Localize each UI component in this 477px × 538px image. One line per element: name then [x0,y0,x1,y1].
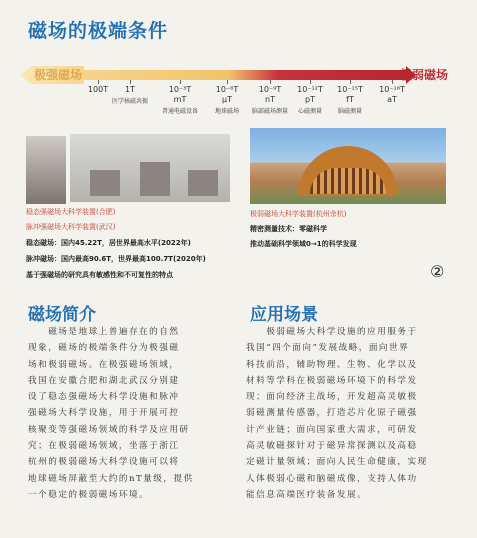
text-line: 杭州的极弱磁场大科学设施可以将 [28,457,180,468]
caption-line: 极弱磁场大科学装置(杭州余杭) [250,210,347,218]
magnet-photo [26,136,66,204]
caption-line: 基于强磁场的研究具有敏感性和不可复性的特点 [26,271,173,279]
text-line: 现象，磁场的极端条件分为极强磁 [28,343,180,354]
application-label: 医学核磁共振 [111,98,148,105]
text-line: 我国在安徽合肥和湖北武汉分别建 [28,375,180,386]
scenarios-heading: 应用场景 [250,305,318,325]
text-line: 现；面向经济主战场，开发超高灵敏极 [246,392,418,403]
caption-line: 稳态强磁场大科学装置(合肥) [26,208,116,216]
facility-photo-hangzhou [250,128,446,204]
text-line: 能信息高端医疗装备发展。 [246,489,368,500]
intro-heading: 磁场简介 [28,305,96,325]
tick: 10⁻⁹T nT 脑部磁场测量 [250,80,290,117]
intro-body [28,324,228,503]
application-label: 地球磁场 [214,108,239,115]
application-label: 普通电磁设备 [161,108,198,115]
text-line: 设了稳态强磁场大科学设施和脉冲 [28,392,180,403]
caption-line: 推动基础科学领域0→1的科学发现 [250,240,357,248]
text-line: 磁场是地球上普遍存在的自然 [28,327,180,337]
tick: 10⁻¹⁵T fT 脑磁测量 [330,80,370,117]
scale-bar [80,70,410,80]
caption-line: 精密测量技术：零磁科学 [250,225,327,233]
text-line: 极弱磁场大科学设施的应用服务于 [246,327,418,337]
application-label: 心磁测量 [297,108,322,115]
text-line: 人体极弱心磁和脑磁成像，支持人体功 [246,473,418,484]
text-line: 弱磁测量传感器，打造芯片化原子磁强 [246,408,418,419]
facility-photo-hefei [70,134,230,202]
text-line: 核聚变等强磁场领域的科学及应用研 [28,424,190,435]
tick: 100T [78,80,118,95]
text-line: 我国“四个面向”发展战略，面向世界 [246,343,410,354]
application-label: 脑部磁场测量 [251,108,288,115]
text-line: 高灵敏磁探针对于磁异常探测以及高稳 [246,441,418,452]
application-label: 脑磁测量 [337,108,362,115]
tick: 10⁻¹⁸T aT [372,80,412,105]
tick: 1T 医学核磁共振 [110,80,150,107]
tick: 10⁻⁶T μT 地球磁场 [207,80,247,117]
scale-ticks [80,80,410,120]
text-line: 定磁计量领域；面向人民生命健康，实现 [246,457,428,468]
text-line: 究；在极弱磁场领域，坐落于浙江 [28,441,180,452]
text-line: 地球磁场屏蔽至大约的nT量级，提供 [28,473,194,484]
strong-field-label: 极强磁场 [34,68,83,82]
caption-line: 稳态磁场：国内45.22T，居世界最高水平(2022年) [26,239,191,247]
scenarios-body [246,324,458,503]
page-marker: ② [430,262,445,281]
tick: 10⁻³T mT 普通电磁设备 [160,80,200,117]
text-line: 材料等学科在极弱磁场环境下的科学发 [246,375,418,386]
text-line: 一个稳定的极弱磁场环境。 [28,489,150,500]
caption-line: 脉冲强磁场大科学装置(武汉) [26,223,116,231]
text-line: 计产业链；面向国家重大需求，可研发 [246,424,418,435]
page-title: 磁场的极端条件 [28,20,169,42]
text-line: 科技前沿，辅助物理、生物、化学以及 [246,359,418,370]
tick: 10⁻¹²T pT 心磁测量 [290,80,330,117]
caption-line: 脉冲磁场：国内最高90.6T，世界最高100.7T(2020年) [26,255,206,263]
weak-field-label: 极弱磁场 [400,68,449,82]
text-line: 强磁场大科学设施，用于开展可控 [28,408,180,419]
magnetic-scale [20,58,470,128]
text-line: 场和极弱磁场。在极强磁场领域， [28,359,180,370]
